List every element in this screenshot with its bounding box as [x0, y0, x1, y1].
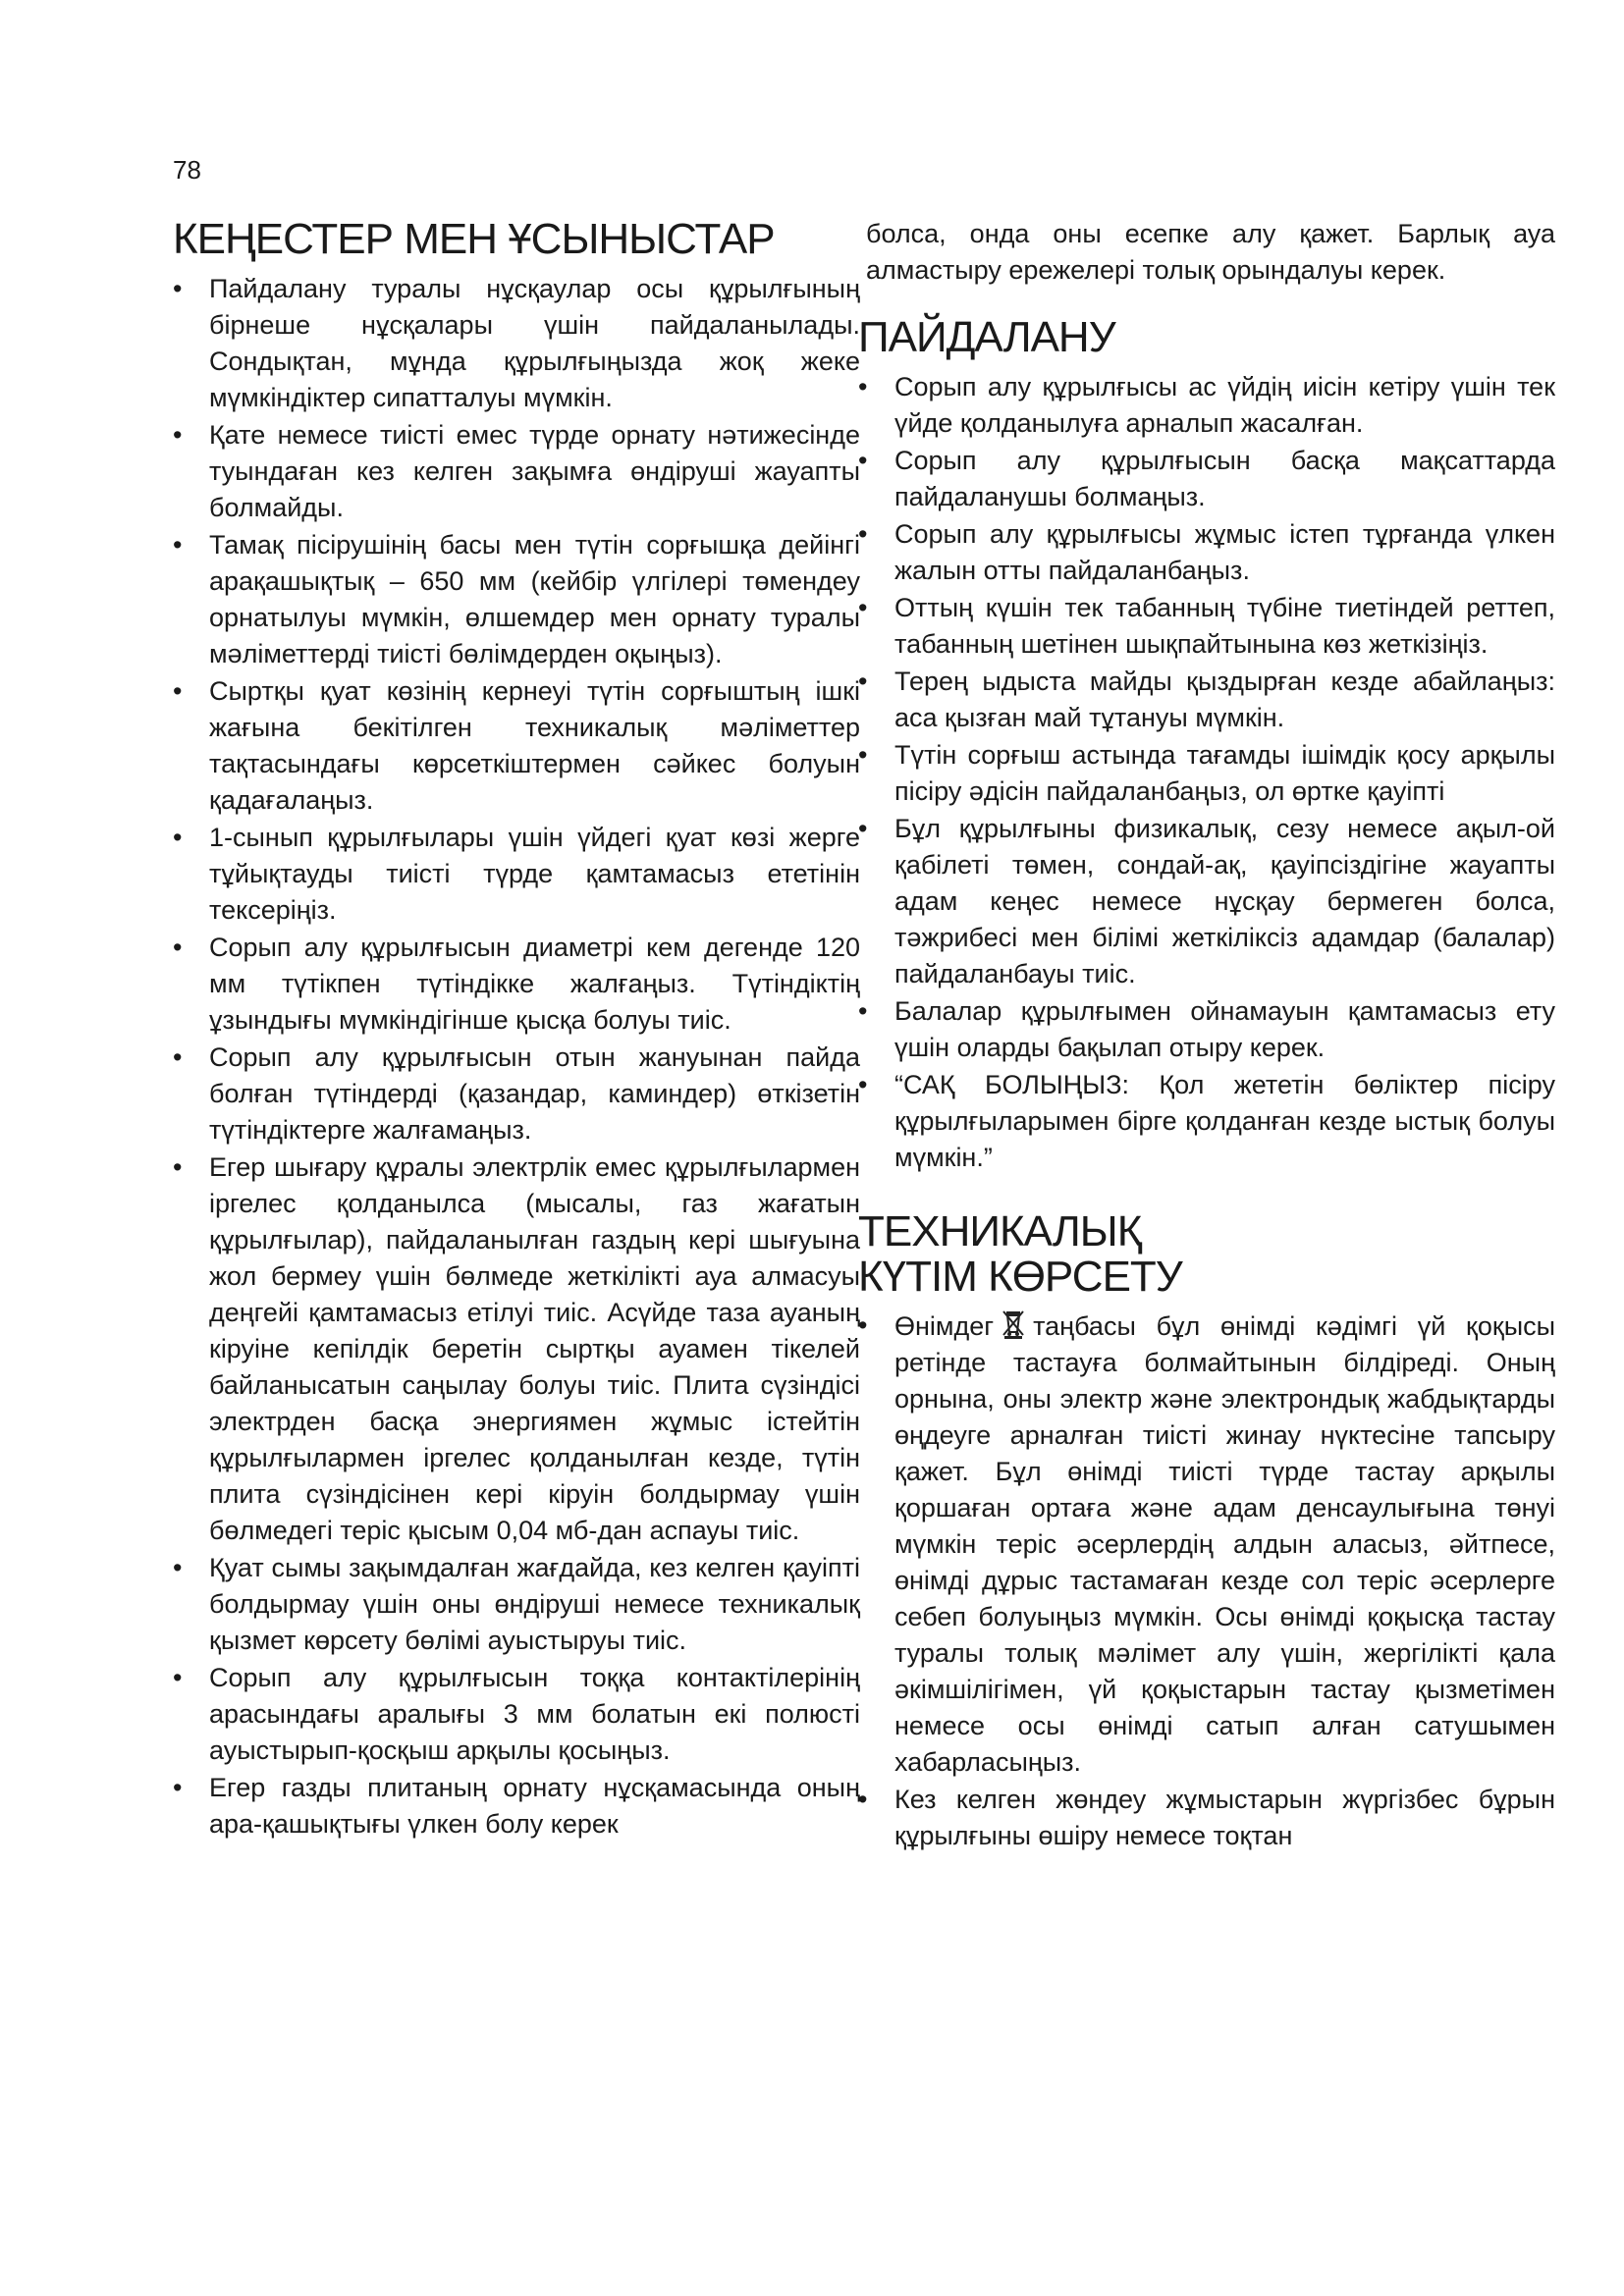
list-item: • Тамақ пісірушінің басы мен түтін сорғышқа дейінгі арақашықтық – 650 мм (кейбір үлгілері төмендеу орнатылуы мүмкін, өлшемдер мен орнату туралы мәліметтерді тиісті бөлімдерден оқыңыз). — [173, 527, 860, 672]
list-item — [858, 1308, 1555, 1781]
list-item: • Бұл құрылғыны физикалық, сезу немесе ақыл-ой қабілеті төмен, сондай-ақ, қауіпсіздігіне жауапты адам кеңес немесе нұсқау бермеген болса, тәжрибесі мен білімі жеткіліксіз адамдар (балалар) пайдаланбауы тиіс. — [858, 811, 1555, 992]
list-item: • Кез келген жөндеу жұмыстарын жүргізбес бұрын құрылғыны өшіру немесе тоқтан — [858, 1782, 1555, 1854]
list-item: • Сорып алу құрылғысын отын жануынан пайда болған түтіндерді (қазандар, каминдер) өткізетін түтіндіктерге жалғамаңыз. — [173, 1040, 860, 1148]
section-title-usage: ПАЙДАЛАНУ — [858, 313, 1115, 361]
usage-list — [858, 369, 1555, 1176]
maintenance-title-line1: ТЕХНИКАЛЫҚ — [858, 1207, 1142, 1255]
tips-list — [173, 271, 860, 1842]
list-item: • Сорып алу құрылғысын тоққа контактілерінің арасындағы аралығы 3 мм болатын екі полюсті ауыстырып-қосқыш арқылы қосыңыз. — [173, 1660, 860, 1769]
section-title-maintenance — [858, 1209, 1555, 1300]
crossed-bin-icon — [1000, 1308, 1027, 1339]
list-item: • Оттың күшін тек табанның түбіне тиетіндей реттеп, табанның шетінен шықпайтынына көз жеткізіңіз. — [858, 590, 1555, 663]
page-number: 78 — [173, 155, 201, 185]
left-column — [173, 216, 860, 1843]
continuation-text: болса, онда оны есепке алу қажет. Барлық ауа алмастыру ережелері толық орындалуы керек. — [866, 219, 1555, 285]
maintenance-item1-after: таңбасы бұл өнімді кәдімгі үй қоқысы ретінде тастауға болмайтынын білдіреді. Оның орнына, оны электр және электрондық жабдықтарды өңдеуге арналған тиісті жинау нүктесіне тапсыру қажет. Бұл өнімді тиісті түрде тастау арқылы қоршаған ортаға және адам денсаулығына төнуі мүмкін теріс әсерлердің алдын аласыз, әйтпесе, өнімді дұрыс тастамаған кезде сол теріс әсерлерге себеп болуыңыз мүмкін. Осы өнімді қоқысқа тастау туралы толық мәлімет алу үшін, жергілікті қала әкімшілігімен, үй қоқыстарын тастау қызметімен немесе осы өнімді сатып алған сатушымен хабарласыңыз. — [894, 1311, 1555, 1777]
list-item: • 1-сынып құрылғылары үшін үйдегі қуат көзі жерге тұйықтауды тиісті түрде қамтамасыз ететінін тексеріңіз. — [173, 820, 860, 929]
list-item: • Егер шығару құралы электрлік емес құрылғылармен іргелес қолданылса (мысалы, газ жағатын құрылғылар), пайдаланылған газдың кері шығуына жол бермеу үшін бөлмеде жеткілікті ауа алмасуы деңгейі қамтамасыз етілуі тиіс. Асүйде таза ауаның кіруіне кепілдік беретін сыртқы ауамен тікелей байланысатын саңылау болуы тиіс. Плита сүзіндісі электрден басқа энергиямен жұмыс істейтін құрылғылармен іргелес қолданылған кезде, түтін плита сүзіндісінен кері кіруін болдырмау үшін бөлмедегі теріс қысым 0,04 мб-дан аспауы тиіс. — [173, 1149, 860, 1549]
list-item: • Сорып алу құрылғысы жұмыс істеп тұрғанда үлкен жалын отты пайдаланбаңыз. — [858, 516, 1555, 589]
list-item: • Сыртқы қуат көзінің кернеуі түтін сорғыштың ішкі жағына бекітілген техникалық мәліметтер тақтасындағы көрсеткіштермен сәйкес болуын қадағалаңыз. — [173, 673, 860, 819]
list-item: • Пайдалану туралы нұсқаулар осы құрылғының бірнеше нұсқалары үшін пайдаланылады. Сондықтан, мұнда құрылғыңызда жоқ жеке мүмкіндіктер сипатталуы мүмкін. — [173, 271, 860, 416]
list-item: • Түтін сорғыш астында тағамды ішімдік қосу арқылы пісіру әдісін пайдаланбаңыз, ол өртке қауіпті — [858, 737, 1555, 810]
list-item: • Қуат сымы зақымдалған жағдайда, кез келген қауіпті болдырмау үшін оны өндіруші немесе техникалық қызмет көрсету бөлімі ауыстыруы тиіс. — [173, 1550, 860, 1659]
section-title-tips: КЕҢЕСТЕР МЕН ҰСЫНЫСТАР — [173, 215, 775, 263]
list-item: • Балалар құрылғымен ойнамауын қамтамасыз ету үшін оларды бақылап отыру керек. — [858, 993, 1555, 1066]
list-item: • Егер газды плитаның орнату нұсқамасында оның ара-қашықтығы үлкен болу керек — [173, 1770, 860, 1842]
maintenance-item1-before: Өнімдег — [894, 1311, 995, 1341]
list-item: • Терең ыдыста майды қыздырған кезде абайлаңыз: аса қызған май тұтануы мүмкін. — [858, 664, 1555, 736]
maintenance-list — [858, 1308, 1555, 1854]
maintenance-title-line2: КҮТІМ КӨРСЕТУ — [858, 1253, 1182, 1301]
list-item: • Қате немесе тиісті емес түрде орнату нәтижесінде туындаған кез келген зақымға өндіруші жауапты болмайды. — [173, 417, 860, 526]
list-item: • Сорып алу құрылғысы ас үйдің иісін кетіру үшін тек үйде қолданылуға арналып жасалған. — [858, 369, 1555, 442]
list-item: • Сорып алу құрылғысын диаметрі кем дегенде 120 мм түтікпен түтіндікке жалғаңыз. Түтіндіктің ұзындығы мүмкіндігінше қысқа болуы тиіс. — [173, 930, 860, 1039]
list-item: • Сорып алу құрылғысын басқа мақсаттарда пайдаланушы болмаңыз. — [858, 443, 1555, 515]
list-item: • “САҚ БОЛЫҢЫЗ: Қол жететін бөліктер пісіру құрылғыларымен бірге қолданған кезде ыстық болуы мүмкін.” — [858, 1067, 1555, 1176]
right-column — [858, 216, 1555, 1855]
